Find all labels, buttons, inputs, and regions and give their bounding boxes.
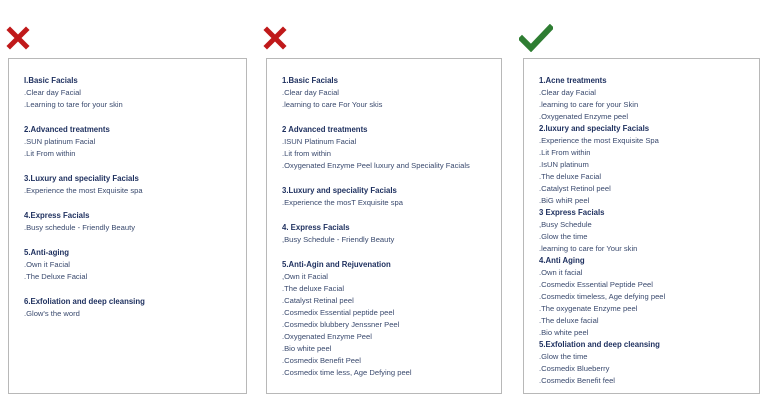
menu-item: .IsUN platinum bbox=[539, 160, 589, 169]
menu-section bbox=[24, 124, 240, 160]
menu-item: .Clear day Facial bbox=[24, 88, 81, 97]
menu-item: .Catalyst Retinol peel bbox=[539, 184, 611, 193]
section-title: 1.Basic Facials bbox=[282, 76, 338, 85]
menu-item: .Lit From within bbox=[24, 149, 76, 158]
menu-section bbox=[539, 75, 753, 123]
menu-section bbox=[282, 222, 495, 246]
menu-section bbox=[24, 247, 240, 283]
menu-section bbox=[282, 185, 495, 209]
menu-item: .Oxygenated Enzyme peel bbox=[539, 112, 629, 121]
menu-item: .ISUN Platinum Facial bbox=[282, 137, 357, 146]
menu-item: .BiG whiR peel bbox=[539, 196, 590, 205]
section-title: 5.Exfoliation and deep cleansing bbox=[539, 340, 660, 349]
menu-item: .Experience the most Exquisite Spa bbox=[539, 136, 659, 145]
menu-item: .Clear day Facial bbox=[539, 88, 596, 97]
menu-section bbox=[24, 296, 240, 320]
section-title: 5.Anti-Agin and Rejuvenation bbox=[282, 260, 391, 269]
section-title: 3.Luxury and speciality Facials bbox=[24, 174, 139, 183]
menu-item: .Clear day Facial bbox=[282, 88, 339, 97]
section-title: 1.Acne treatments bbox=[539, 76, 607, 85]
menu-item: .Learning to tare for your skin bbox=[24, 100, 123, 109]
cross-mark-icon bbox=[263, 26, 287, 50]
section-title: 4. Express Facials bbox=[282, 223, 350, 232]
check-mark-icon bbox=[519, 24, 553, 52]
menu-item: .Glow's the word bbox=[24, 309, 80, 318]
menu-item: ,Busy Schedule - Friendly Beauty bbox=[282, 235, 395, 244]
menu-item: .Cosmedix Blueberry bbox=[539, 364, 610, 373]
menu-item: .Cosmedix Benefit Peel bbox=[282, 356, 361, 365]
panel-incorrect-1 bbox=[8, 58, 247, 394]
menu-item: .Bio white peel bbox=[282, 344, 332, 353]
menu-item: .Oxygenated Enzyme Peel luxury and Speciality Facials bbox=[282, 161, 470, 170]
menu-item: ,Busy Schedule bbox=[539, 220, 592, 229]
menu-section bbox=[539, 255, 753, 339]
menu-section bbox=[24, 75, 240, 111]
menu-item: .Cosmedix timeless, Age defying peel bbox=[539, 292, 666, 301]
menu-item: .Lit from within bbox=[282, 149, 331, 158]
menu-item: .learning to care for Your skin bbox=[539, 244, 638, 253]
menu-item: .The Deluxe Facial bbox=[24, 272, 88, 281]
menu-item: .Cosmedix blubbery Jenssner Peel bbox=[282, 320, 400, 329]
section-title: 6.Exfoliation and deep cleansing bbox=[24, 297, 145, 306]
menu-item: .Cosmedix Benefit feel bbox=[539, 376, 615, 385]
menu-item: .SUN platinum Facial bbox=[24, 137, 96, 146]
menu-item: .Lit From within bbox=[539, 148, 591, 157]
section-title: 3 Express Facials bbox=[539, 208, 605, 217]
menu-item: .The deluxe facial bbox=[539, 316, 599, 325]
menu-item: .Oxygenated Enzyme Peel bbox=[282, 332, 372, 341]
menu-item: .Bio white peel bbox=[539, 328, 589, 337]
section-title: 5.Anti-aging bbox=[24, 248, 70, 257]
menu-section bbox=[24, 173, 240, 197]
menu-item: .Experience the most Exquisite spa bbox=[24, 186, 143, 195]
menu-item: .Own it facial bbox=[539, 268, 583, 277]
menu-item: .learning to care For Your skis bbox=[282, 100, 383, 109]
menu-item: .Own it Facial bbox=[24, 260, 70, 269]
menu-section bbox=[539, 123, 753, 207]
section-title: 4.Express Facials bbox=[24, 211, 90, 220]
menu-section bbox=[282, 259, 495, 379]
menu-item: .The deluxe Facial bbox=[539, 172, 602, 181]
menu-section bbox=[282, 124, 495, 172]
section-title: I.Basic Facials bbox=[24, 76, 78, 85]
menu-item: .The oxygenate Enzyme peel bbox=[539, 304, 638, 313]
menu-item: .Busy schedule - Friendly Beauty bbox=[24, 223, 136, 232]
menu-item: .Glow the time bbox=[539, 352, 588, 361]
menu-item: .Cosmedix time less, Age Defying peel bbox=[282, 368, 412, 377]
section-title: 4.Anti Aging bbox=[539, 256, 585, 265]
menu-item: .Cosmedix Essential peptide peel bbox=[282, 308, 395, 317]
menu-item: ,Own it Facial bbox=[282, 272, 328, 281]
menu-item: .Cosmedix Essential Peptide Peel bbox=[539, 280, 653, 289]
section-title: 2.Advanced treatments bbox=[24, 125, 110, 134]
menu-section bbox=[282, 75, 495, 111]
cross-mark-icon bbox=[6, 26, 30, 50]
section-title: 3.Luxury and speciality Facials bbox=[282, 186, 397, 195]
menu-item: .Experience the mosT Exquisite spa bbox=[282, 198, 403, 207]
menu-item: .The deluxe Facial bbox=[282, 284, 345, 293]
section-title: 2.luxury and specialty Facials bbox=[539, 124, 650, 133]
panel-correct bbox=[523, 58, 760, 394]
section-title: 2 Advanced treatments bbox=[282, 125, 368, 134]
menu-section bbox=[24, 210, 240, 234]
menu-section bbox=[539, 339, 753, 387]
menu-item: .Catalyst Retinal peel bbox=[282, 296, 354, 305]
menu-section bbox=[539, 207, 753, 255]
menu-item: .learning to care for your Skin bbox=[539, 100, 639, 109]
menu-item: .Glow the time bbox=[539, 232, 588, 241]
panel-incorrect-2 bbox=[266, 58, 502, 394]
